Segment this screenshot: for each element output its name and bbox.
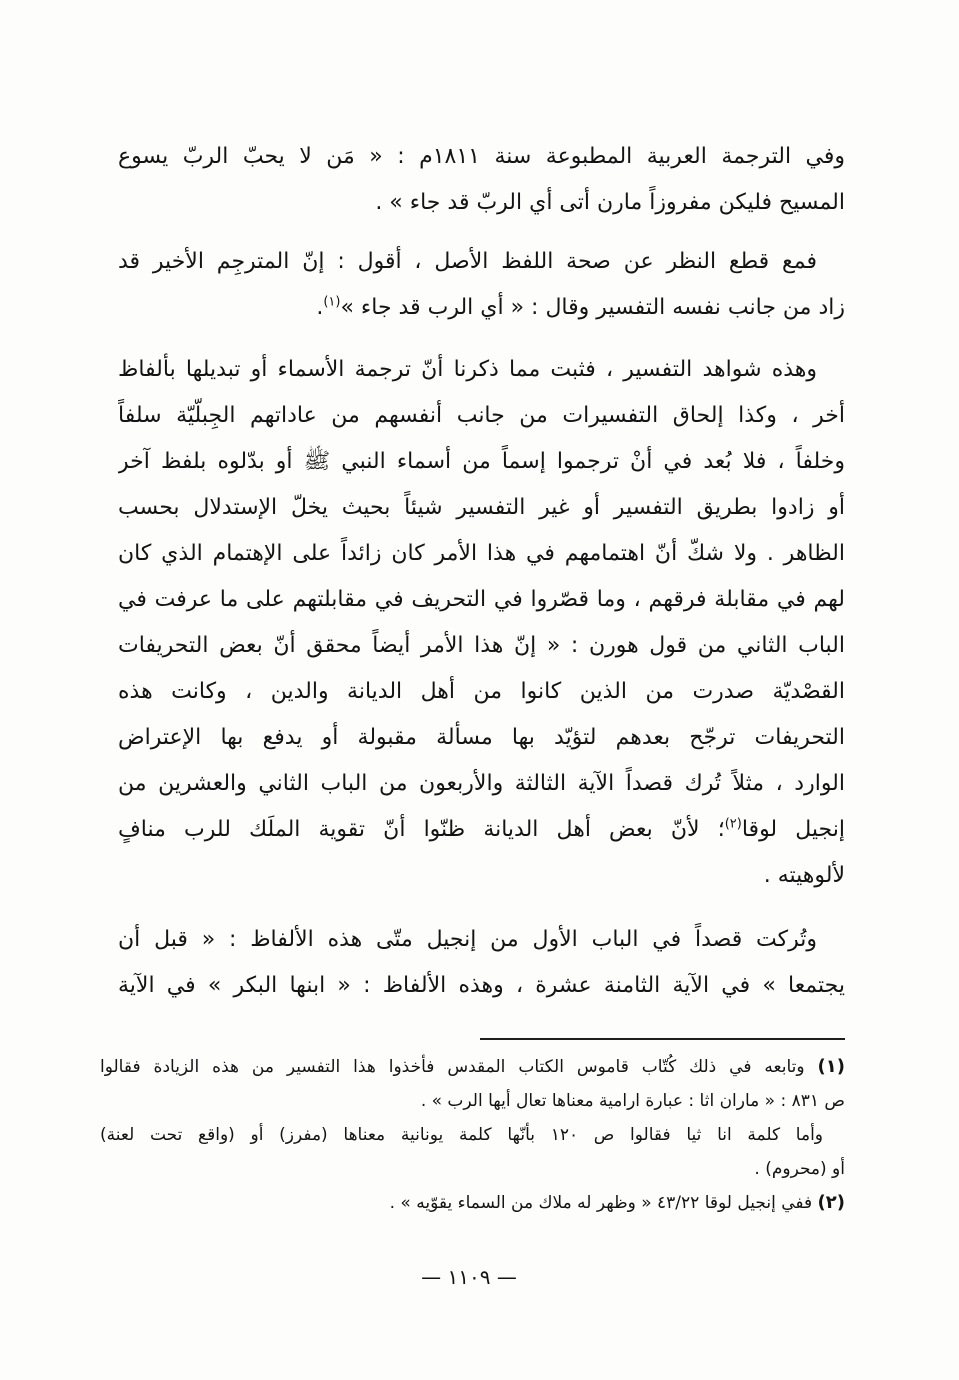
text-line: وتُركت قصداً في الباب الأول من إنجيل متّى هذه الألفاظ : « قبل أن <box>118 927 817 952</box>
footnote-ref-1: (١) <box>323 294 341 310</box>
page-number: — ١١٠٩ — <box>421 1265 517 1289</box>
text-line: لهم في مقابلة فرقهم ، وما قصّروا في التحريف في مقابلتهم على ما عرفت في <box>118 587 845 612</box>
text-line: القصْديّة صدرت من الذين كانوا من أهل الديانة والدين ، وكانت هذه <box>118 679 845 704</box>
footnote-separator <box>480 1038 845 1040</box>
footnote-line <box>100 1186 845 1220</box>
footnote-line <box>100 1118 845 1152</box>
text-line: الوارد ، مثلاً تُرك قصداً الآية الثالثة والأربعون من الباب الثاني والعشرين من <box>118 771 845 796</box>
text-line: يجتمعا » في الآية الثامنة عشرة ، وهذه الألفاظ : « ابنها البكر » في الآية <box>118 973 845 998</box>
footnote-number: (١) <box>817 1056 845 1077</box>
footnotes <box>100 1050 845 1220</box>
footnote-text: ففي إنجيل لوقا ٤٣/٢٢ « وظهر له ملاك من السماء يقوّيه » . <box>389 1193 818 1213</box>
text-segment: إنجيل لوقا <box>741 817 845 842</box>
footnote-line <box>100 1084 845 1118</box>
text-segment: زاد من جانب نفسه التفسير وقال : « أي الرب قد جاء » <box>340 295 845 320</box>
paragraph-2 <box>118 239 845 331</box>
footnote-text: أو (محروم) . <box>754 1159 845 1179</box>
footnote-text: وأما كلمة انا ثيا فقالوا ص ١٢٠ بأنّها كلمة يونانية معناها (مفرز) أو (واقع تحت لعنة) <box>100 1125 823 1145</box>
text-line: وفي الترجمة العربية المطبوعة سنة ١٨١١م : « مَن لا يحبّ الربّ يسوع <box>118 144 845 169</box>
text-line <box>118 285 845 331</box>
paragraph-3 <box>118 347 845 899</box>
text-line: الظاهر . ولا شكّ أنّ اهتمامهم في هذا الأمر كان زائداً على الإهتمام الذي كان <box>118 541 845 566</box>
text-line: الباب الثاني من قول هورن : « إنّ هذا الأمر أيضاً محقق أنّ بعض التحريفات <box>118 633 845 658</box>
footnote-line <box>100 1152 845 1186</box>
footnote-text: ص ٨٣١ : « ماران اثا : عبارة ارامية معناها تعال أيها الرب » . <box>420 1091 845 1111</box>
text-line: التحريفات ترجّح بعدهم لتؤيّد بها مسألة مقبولة أو يدفع بها الإعتراض <box>118 725 845 750</box>
text-line: لألوهيته . <box>763 863 845 888</box>
footnote-number: (٢) <box>817 1192 845 1213</box>
footnote-ref-2: (٢) <box>724 816 742 832</box>
text-line: أو زادوا بطريق التفسير أو غير التفسير شيئاً بحيث يخلّ الإستدلال بحسب <box>118 495 845 520</box>
text-line: وهذه شواهد التفسير ، فثبت مما ذكرنا أنّ ترجمة الأسماء أو تبديلها بألفاظ <box>118 357 817 382</box>
footnote-line <box>100 1050 845 1084</box>
text-line <box>118 807 845 853</box>
paragraph-4 <box>118 917 845 1009</box>
text-line: المسيح فليكن مفروزاً مارن أتى أي الربّ قد جاء » . <box>375 190 845 215</box>
text-line: فمع قطع النظر عن صحة اللفظ الأصل ، أقول : إنّ المترجِم الأخير قد <box>118 249 817 274</box>
text-line: أخر ، وكذا إلحاق التفسيرات من جانب أنفسهم من عاداتهم الجِبلّيّة سلفاً <box>118 403 845 428</box>
paragraph-1 <box>118 134 845 226</box>
footnote-text: وتابعه في ذلك كُتّاب قاموس الكتاب المقدس فأخذوا هذا التفسير من هذه الزيادة فقالوا <box>100 1057 818 1077</box>
text-line: وخلفاً ، فلا بُعد في أنْ ترجموا إسماً من أسماء النبي ﷺ أو بدّلوه بلفظ آخر <box>118 449 845 474</box>
text-segment: ؛ لأنّ بعض أهل الديانة ظنّوا أنّ تقوية الملَك للرب منافٍ <box>118 817 725 842</box>
text-segment: . <box>316 295 324 320</box>
